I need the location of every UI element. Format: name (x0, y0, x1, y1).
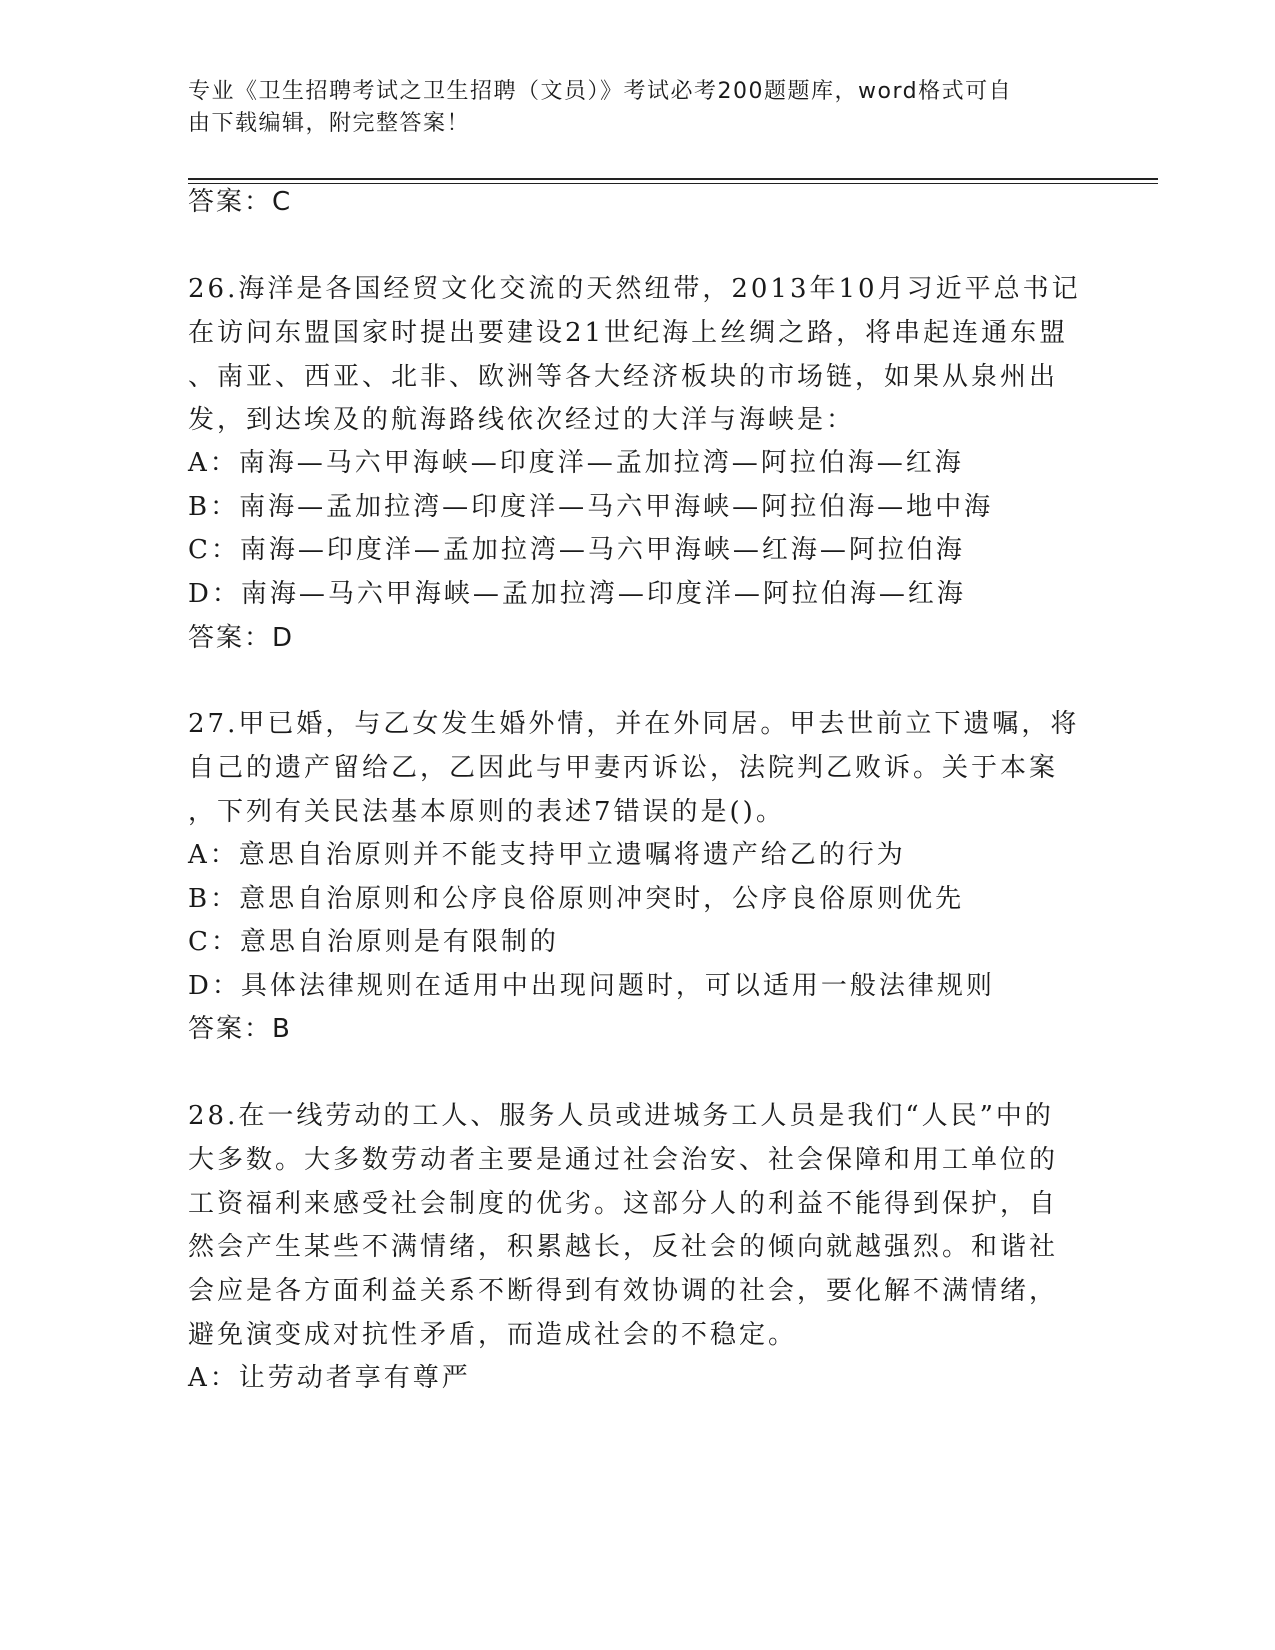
q26-option-c: C：南海—印度洋—孟加拉湾—马六甲海峡—红海—阿拉伯海 (188, 535, 965, 565)
q26-stem-line-2: 在访问东盟国家时提出要建设21世纪海上丝绸之路，将串起连通东盟 (188, 318, 1069, 348)
header-divider-thin (188, 183, 1158, 184)
q26-answer: 答案：D (188, 623, 295, 653)
header-line-2: 由下载编辑，附完整答案！ (188, 111, 471, 136)
q26-stem-line-4: 发，到达埃及的航海路线依次经过的大洋与海峡是： (188, 405, 856, 435)
header-divider (188, 178, 1158, 180)
q27-option-d: D：具体法律规则在适用中出现问题时，可以适用一般法律规则 (188, 971, 995, 1001)
q26-option-a: A：南海—马六甲海峡—印度洋—孟加拉湾—阿拉伯海—红海 (188, 448, 964, 478)
q27-option-c: C：意思自治原则是有限制的 (188, 927, 559, 957)
q28-stem-line-5: 会应是各方面利益关系不断得到有效协调的社会，要化解不满情绪， (188, 1276, 1059, 1306)
q27-stem-line-1: 27.甲已婚，与乙女发生婚外情，并在外同居。甲去世前立下遗嘱，将 (188, 709, 1080, 739)
q26-stem-line-3: 、南亚、西亚、北非、欧洲等各大经济板块的市场链，如果从泉州出 (188, 362, 1059, 392)
q26-option-b: B：南海—孟加拉湾—印度洋—马六甲海峡—阿拉伯海—地中海 (188, 492, 994, 522)
q27-stem-line-3: ，下列有关民法基本原则的表述7错误的是()。 (188, 797, 785, 827)
q28-stem-line-6: 避免演变成对抗性矛盾，而造成社会的不稳定。 (188, 1320, 798, 1350)
q25-answer: 答案：C (188, 187, 293, 217)
header-line-1: 专业《卫生招聘考试之卫生招聘（文员）》考试必考200题题库，word格式可自 (188, 79, 1013, 104)
q27-option-a: A：意思自治原则并不能支持甲立遗嘱将遗产给乙的行为 (188, 840, 906, 870)
q26-stem-line-1: 26.海洋是各国经贸文化交流的天然纽带，2013年10月习近平总书记 (188, 274, 1081, 304)
q27-answer: 答案：B (188, 1014, 292, 1044)
q28-stem-line-1: 28.在一线劳动的工人、服务人员或进城务工人员是我们“人民”中的 (188, 1101, 1054, 1131)
document-header (188, 76, 1068, 140)
q26-option-d: D：南海—马六甲海峡—孟加拉湾—印度洋—阿拉伯海—红海 (188, 579, 966, 609)
q27-stem-line-2: 自己的遗产留给乙，乙因此与甲妻丙诉讼，法院判乙败诉。关于本案 (188, 753, 1059, 783)
q27-option-b: B：意思自治原则和公序良俗原则冲突时，公序良俗原则优先 (188, 884, 965, 914)
q28-stem-line-3: 工资福利来感受社会制度的优劣。这部分人的利益不能得到保护，自 (188, 1189, 1059, 1219)
q28-option-a: A：让劳动者享有尊严 (188, 1363, 471, 1393)
q28-stem-line-2: 大多数。大多数劳动者主要是通过社会治安、社会保障和用工单位的 (188, 1145, 1059, 1175)
q28-stem-line-4: 然会产生某些不满情绪，积累越长，反社会的倾向就越强烈。和谐社 (188, 1232, 1059, 1262)
